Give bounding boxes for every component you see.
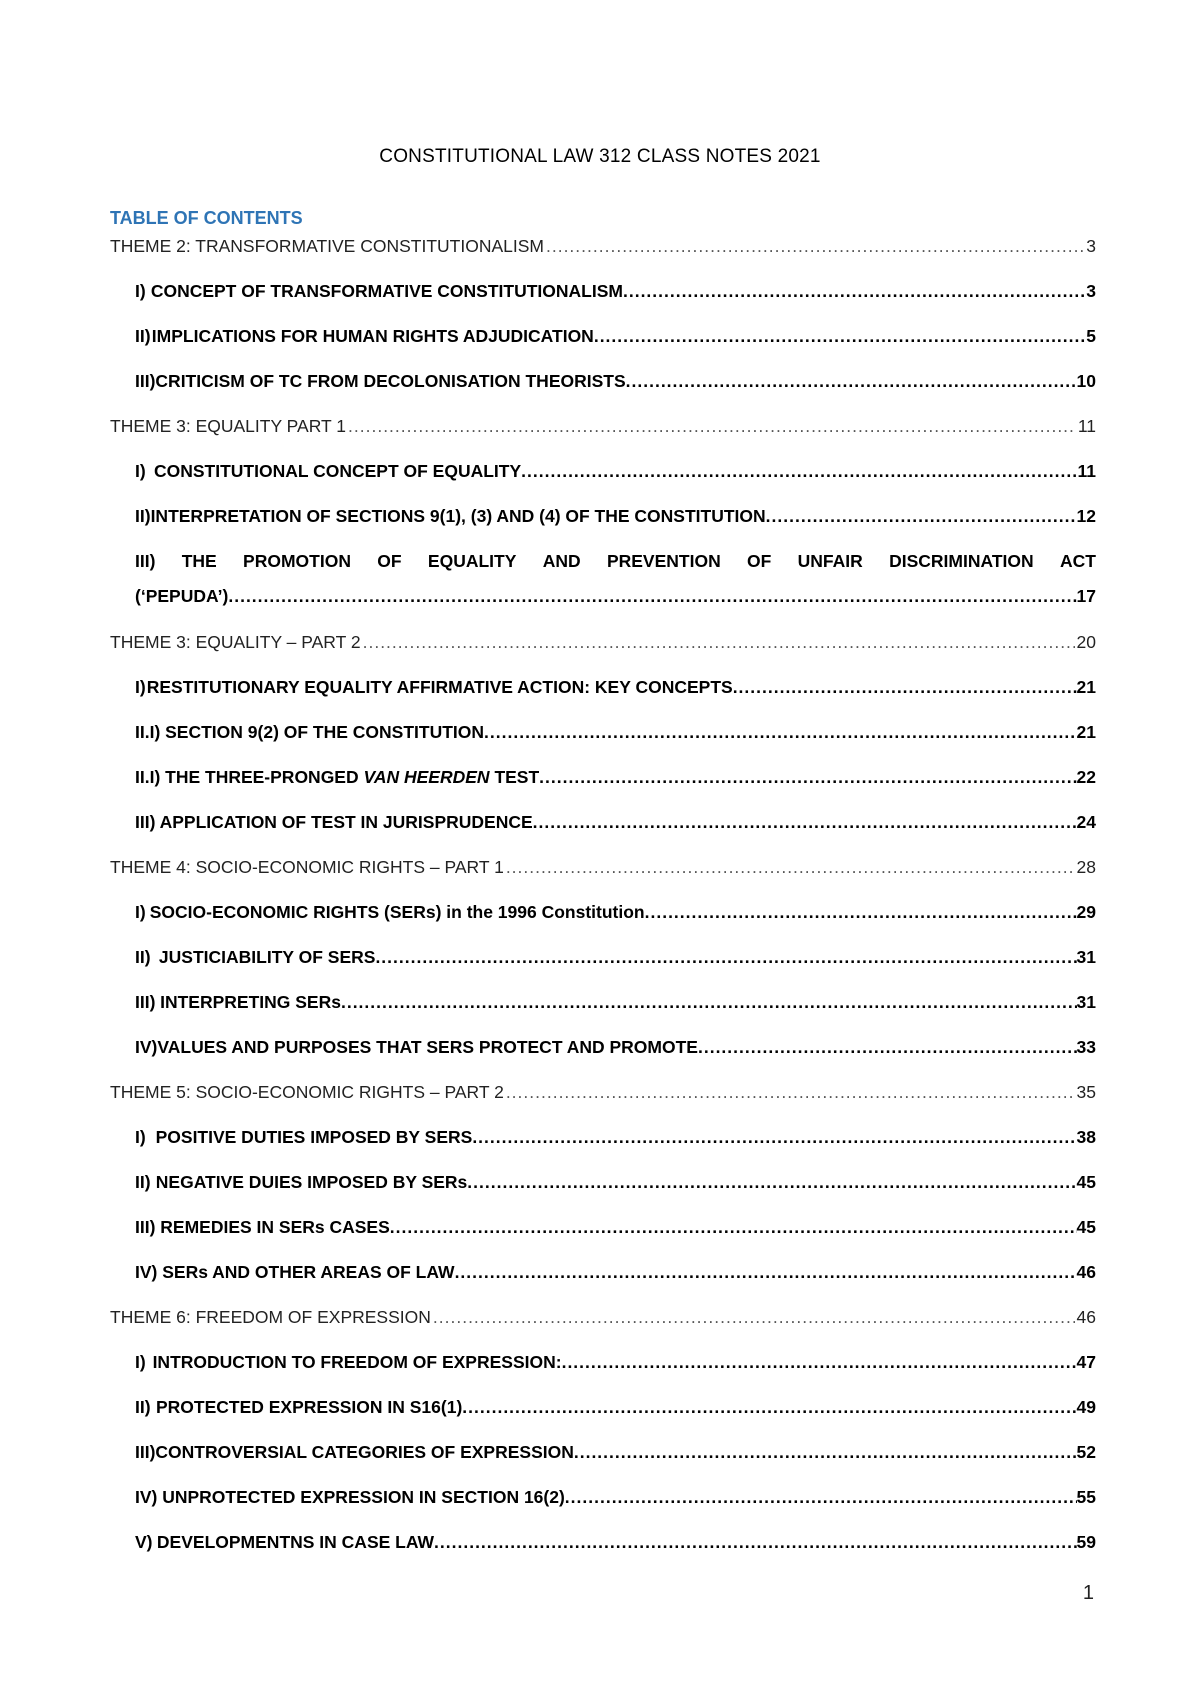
toc-entry-text: III) APPLICATION OF TEST IN JURISPRUDENCE — [135, 812, 533, 832]
toc-entry-text: IMPLICATIONS FOR HUMAN RIGHTS ADJUDICATION — [151, 326, 594, 346]
toc-entry[interactable] — [135, 461, 1096, 482]
toc-theme-3-part-1[interactable] — [110, 416, 1096, 437]
toc-leader — [521, 461, 1077, 482]
toc-page-number: 38 — [1076, 1127, 1096, 1147]
toc-word: PREVENTION — [606, 551, 721, 571]
toc-page-number: 21 — [1076, 677, 1096, 697]
toc-leader — [341, 992, 1077, 1013]
toc-entry-text: PROTECTED EXPRESSION IN S16(1) — [155, 1397, 463, 1417]
toc-page-number: 52 — [1076, 1442, 1096, 1462]
toc-entry[interactable] — [135, 1172, 1096, 1193]
toc-theme-2[interactable] — [110, 236, 1096, 257]
toc-page-number: 17 — [1076, 586, 1096, 606]
toc-entry[interactable] — [135, 992, 1096, 1013]
toc-entry[interactable] — [135, 1217, 1096, 1238]
toc-entry-number: III) — [135, 992, 156, 1012]
toc-entry-text: THEME 6: FREEDOM OF EXPRESSION — [110, 1307, 431, 1327]
toc-leader — [348, 416, 1076, 437]
toc-entry-number: II) — [135, 326, 151, 346]
toc-page-number: 5 — [1086, 326, 1096, 346]
toc-entry[interactable] — [135, 902, 1096, 923]
toc-entry-text: CONTROVERSIAL CATEGORIES OF EXPRESSION — [155, 1442, 574, 1462]
toc-leader — [533, 812, 1077, 833]
toc-word: THE — [181, 551, 217, 571]
toc-leader — [766, 506, 1077, 527]
toc-leader — [484, 722, 1076, 743]
toc-leader — [698, 1037, 1077, 1058]
toc-word: AND — [542, 551, 581, 571]
toc-entry[interactable] — [135, 812, 1096, 833]
toc-leader — [363, 632, 1075, 653]
toc-entry[interactable] — [135, 947, 1096, 968]
toc-leader — [472, 1127, 1076, 1148]
toc-page-number: 24 — [1076, 812, 1096, 832]
toc-entry-text: DEVELOPMENTNS IN CASE LAW — [156, 1532, 435, 1552]
toc-entry-text: II.I) SECTION 9(2) OF THE CONSTITUTION — [135, 722, 485, 742]
toc-entry[interactable] — [135, 1442, 1096, 1463]
toc-theme-4[interactable] — [110, 857, 1096, 878]
toc-entry-continuation[interactable] — [135, 586, 1096, 607]
toc-page-number: 11 — [1077, 416, 1096, 436]
toc-page-number: 31 — [1076, 947, 1096, 967]
toc-entry[interactable] — [135, 1127, 1096, 1148]
toc-entry-text: THEME 3: EQUALITY – PART 2 — [110, 632, 361, 652]
toc-entry[interactable] — [135, 1262, 1096, 1283]
toc-leader — [506, 1082, 1075, 1103]
toc-entry-text: POSITIVE DUTIES IMPOSED BY SERS — [155, 1127, 473, 1147]
toc-entry[interactable] — [135, 281, 1096, 302]
toc-entry-text: CONCEPT OF TRANSFORMATIVE CONSTITUTIONALISM — [150, 281, 623, 301]
toc-page-number: 49 — [1076, 1397, 1096, 1417]
toc-leader — [375, 947, 1076, 968]
toc-entry-number: IV) — [135, 1037, 158, 1057]
toc-page-number: 47 — [1076, 1352, 1096, 1372]
toc-page-number: 11 — [1077, 461, 1096, 481]
toc-page-number: 12 — [1076, 506, 1096, 526]
toc-entry[interactable] — [135, 1532, 1096, 1553]
toc-entry[interactable] — [135, 677, 1096, 698]
toc-entry-wrapped[interactable] — [135, 551, 1096, 572]
toc-leader — [562, 1352, 1077, 1373]
toc-entry-number: II) — [135, 506, 151, 526]
toc-entry-text-post: TEST — [489, 767, 540, 787]
toc-page-number: 46 — [1076, 1307, 1096, 1327]
toc-page-number: 28 — [1076, 857, 1096, 877]
toc-theme-6[interactable] — [110, 1307, 1096, 1328]
toc-entry-number: II) — [135, 947, 151, 967]
toc-entry-number: V) — [135, 1532, 153, 1552]
page-number: 1 — [1082, 1582, 1094, 1604]
toc-leader — [434, 1532, 1077, 1553]
toc-word: OF — [377, 551, 402, 571]
toc-entry-text: CRITICISM OF TC FROM DECOLONISATION THEORISTS — [155, 371, 626, 391]
toc-page-number: 33 — [1076, 1037, 1096, 1057]
toc-entry-text: IV) UNPROTECTED EXPRESSION IN SECTION 16(2) — [135, 1487, 565, 1507]
toc-leader — [467, 1172, 1076, 1193]
toc-leader — [455, 1262, 1077, 1283]
toc-heading: TABLE OF CONTENTS — [110, 208, 303, 228]
toc-entry-number: I) — [135, 902, 146, 922]
toc-leader — [594, 326, 1086, 347]
toc-entry-number: I) — [135, 461, 146, 481]
toc-entry-number: II) — [135, 1397, 151, 1417]
toc-leader — [733, 677, 1077, 698]
toc-entry[interactable] — [135, 1037, 1096, 1058]
toc-theme-5[interactable] — [110, 1082, 1096, 1103]
toc-entry-text: (‘PEPUDA’) — [135, 586, 229, 606]
toc-leader — [433, 1307, 1075, 1328]
toc-entry-number: I) — [135, 281, 146, 301]
toc-entry-number: I) — [135, 1352, 146, 1372]
toc-word: EQUALITY — [427, 551, 517, 571]
toc-leader — [645, 902, 1077, 923]
toc-page-number: 35 — [1076, 1082, 1096, 1102]
toc-entry[interactable] — [135, 506, 1096, 527]
toc-word: ACT — [1059, 551, 1096, 571]
toc-theme-3-part-2[interactable] — [110, 632, 1096, 653]
toc-page-number: 29 — [1076, 902, 1096, 922]
toc-page-number: 21 — [1076, 722, 1096, 742]
toc-entry-text: NEGATIVE DUIES IMPOSED BY SERs — [155, 1172, 468, 1192]
toc-entry-number: II) — [135, 1172, 151, 1192]
toc-entry[interactable] — [135, 326, 1096, 347]
toc-page-number: 31 — [1076, 992, 1096, 1012]
toc-entry-text: CONSTITUTIONAL CONCEPT OF EQUALITY — [153, 461, 522, 481]
toc-page-number: 3 — [1086, 236, 1096, 256]
toc-entry-number: III) — [135, 371, 156, 391]
toc-word: PROMOTION — [243, 551, 351, 571]
toc-entry-number: I) — [135, 677, 146, 697]
toc-leader — [390, 1217, 1077, 1238]
toc-entry-text: RESTITUTIONARY EQUALITY AFFIRMATIVE ACTION: KEY CONCEPTS — [146, 677, 733, 697]
toc-leader — [623, 281, 1086, 302]
toc-page-number: 45 — [1076, 1217, 1096, 1237]
toc-entry-text: THEME 5: SOCIO-ECONOMIC RIGHTS – PART 2 — [110, 1082, 504, 1102]
toc-entry[interactable] — [135, 1352, 1096, 1373]
toc-entry-text: THEME 4: SOCIO-ECONOMIC RIGHTS – PART 1 — [110, 857, 504, 877]
toc-leader — [546, 236, 1084, 257]
toc-entry-text: INTERPRETATION OF SECTIONS 9(1), (3) AND (4) OF THE CONSTITUTION — [150, 506, 766, 526]
toc-entry-number: I) — [135, 1127, 146, 1147]
toc-page-number: 10 — [1076, 371, 1096, 391]
toc-entry-number: III) — [135, 1442, 156, 1462]
toc-leader — [574, 1442, 1077, 1463]
toc-entry-text: INTRODUCTION TO FREEDOM OF EXPRESSION: — [152, 1352, 562, 1372]
toc-entry[interactable] — [135, 722, 1096, 743]
toc-entry-text — [135, 767, 539, 788]
toc-leader — [506, 857, 1075, 878]
toc-page-number: 20 — [1076, 632, 1096, 652]
toc-word: OF — [747, 551, 772, 571]
toc-page-number: 46 — [1076, 1262, 1096, 1282]
toc-entry[interactable] — [135, 1397, 1096, 1418]
toc-leader — [228, 586, 1076, 607]
toc-entry-text-pre: II.I) THE THREE-PRONGED — [135, 767, 364, 787]
toc-page-number: 3 — [1086, 281, 1096, 301]
toc-leader — [539, 767, 1076, 788]
toc-word: UNFAIR — [797, 551, 863, 571]
toc-entry-text: JUSTICIABILITY OF SERS — [158, 947, 376, 967]
toc-entry[interactable] — [135, 1487, 1096, 1508]
toc-entry-text: SOCIO-ECONOMIC RIGHTS (SERs) in the 1996 Constitution — [149, 902, 645, 922]
toc-page-number: 55 — [1076, 1487, 1096, 1507]
toc-entry-text: IV) SERs AND OTHER AREAS OF LAW — [135, 1262, 455, 1282]
toc-entry-number: III) — [135, 551, 156, 571]
toc-leader — [462, 1397, 1076, 1418]
toc-entry-text: III) REMEDIES IN SERs CASES — [135, 1217, 390, 1237]
toc-page-number: 59 — [1076, 1532, 1096, 1552]
toc-entry-text: THEME 2: TRANSFORMATIVE CONSTITUTIONALISM — [110, 236, 544, 256]
toc-leader — [626, 371, 1077, 392]
toc-entry-text: THEME 3: EQUALITY PART 1 — [110, 416, 347, 436]
toc-entry-text: INTERPRETING SERs — [160, 992, 341, 1012]
toc-entry-text-italic: VAN HEERDEN — [363, 767, 490, 787]
toc-leader — [565, 1487, 1077, 1508]
toc-page-number: 45 — [1076, 1172, 1096, 1192]
toc-entry-text: VALUES AND PURPOSES THAT SERS PROTECT AND PROMOTE — [157, 1037, 698, 1057]
toc-entry[interactable] — [135, 371, 1096, 392]
toc-word: DISCRIMINATION — [889, 551, 1034, 571]
toc-entry[interactable] — [135, 767, 1096, 788]
document-title: CONSTITUTIONAL LAW 312 CLASS NOTES 2021 — [379, 146, 821, 167]
toc-page-number: 22 — [1076, 767, 1096, 787]
